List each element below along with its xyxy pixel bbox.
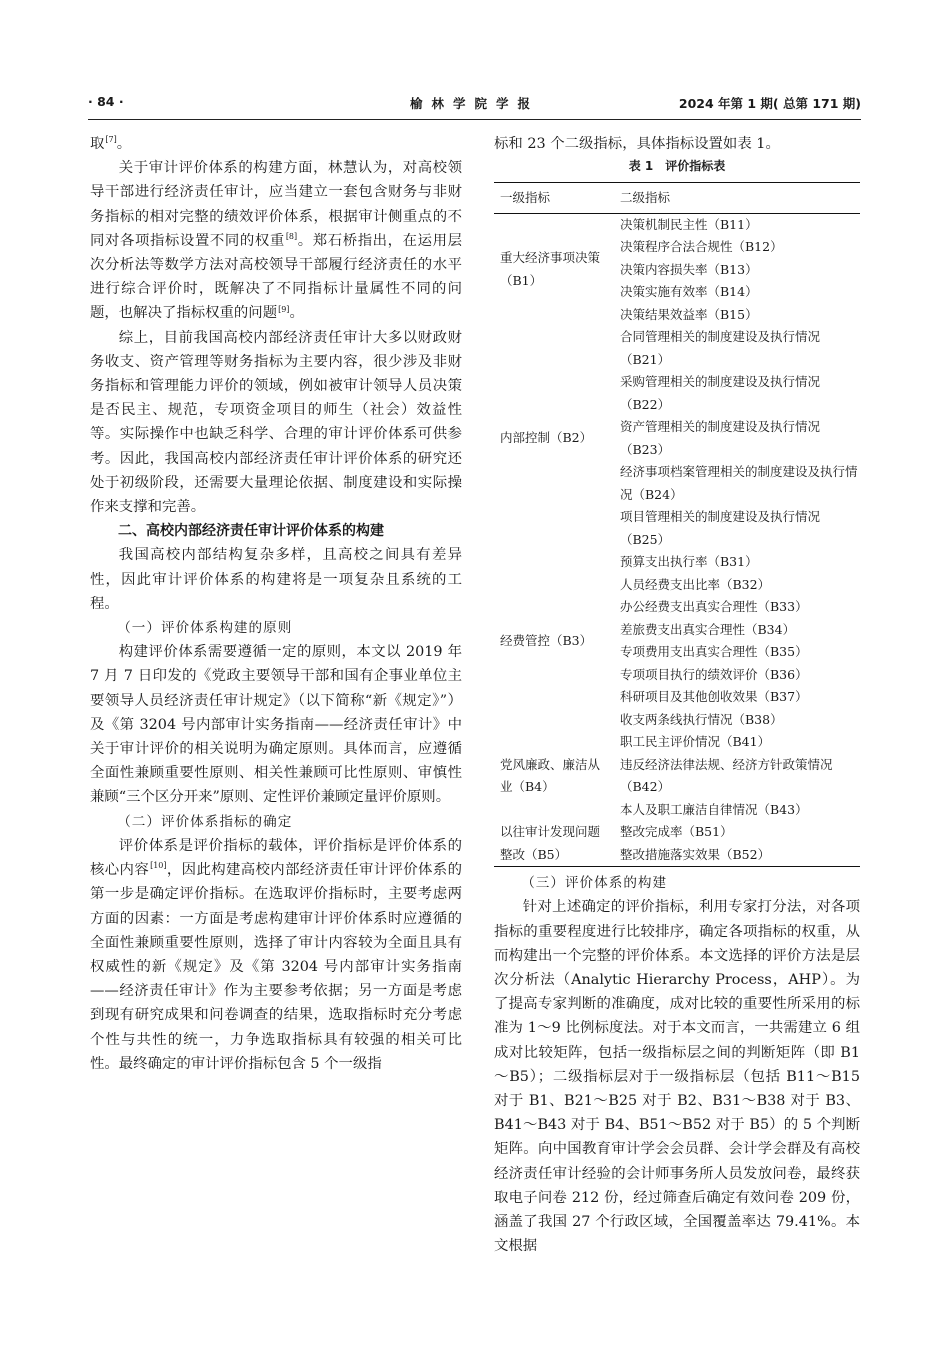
secondary-indicator: 整改完成率（B51） [620,824,733,840]
section-heading: 二、高校内部经济责任审计评价体系的构建 [118,523,384,540]
table-row [494,551,860,731]
journal-title: 榆林学院学报 [409,96,539,111]
secondary-indicator: 专项项目执行的绩效评价（B36） [620,666,808,682]
citation-ref: [10] [150,861,167,871]
table-row [494,326,860,551]
secondary-indicator: 决策实施有效率（B14） [620,284,758,300]
secondary-indicators [610,821,860,867]
table-row [494,213,860,326]
secondary-indicator: 决策内容损失率（B13） [620,261,758,277]
column-header: 一级指标 [494,183,610,214]
citation-ref: [8] [285,232,298,242]
paragraph-method: 针对上述确定的评价指标，利用专家打分法，对各项指标的重要程度进行比较排序，确定各项指标的权重，从而构建出一个完整的评价体系。本文选择的评价方法是层次分析法（Analytic Hierarchy Process，AHP）。为了提高专家判断的准确度，成对比较的重要性所采用的标准为 1～9 比例标度法。对于本文而言，一共需建立 6 组成对比较矩阵，包括一级指标层之间的判断矩阵（即 B1～B5）；二级指标层对于一级指标层（包括 B11～B15 对于 B1、B21～B25 对于 B2、B31～B38 对于 B3、B41～B43 对于 B4、B51～B52 对于 B5）的 5 个判断矩阵。向中国教育审计学会会员群、会计学会群及有高校经济责任审计经验的会计师事务所人员发放问卷，最终获取电子问卷 212 份，经过筛查后确定有效问卷 209 份，涵盖了我国 27 个行政区域，全国覆盖率达 79.41%。本文根据 [494,899,860,1255]
issue-info: 2024 年第 1 期( 总第 171 期) [678,96,861,111]
secondary-indicator: 合同管理相关的制度建设及执行情况（B21） [620,329,821,367]
primary-indicator: 内部控制（B2） [500,430,593,446]
paragraph-summary: 综上，目前我国高校内部经济责任审计大多以财政财务收支、资产管理等财务指标为主要内容，很少涉及非财务指标和管理能力评价的领域，例如被审计领导人员决策是否民主、规范，专项资金项目的师生（社会）效益性等。实际操作中也缺乏科学、合理的审计评价体系可供参考。因此，我国高校内部经济责任审计评价体系的研究还处于初级阶段，还需要大量理论依据、制度建设和实际操作来支撑和完善。 [90,329,462,516]
secondary-indicator: 职工民主评价情况（B41） [620,734,771,750]
secondary-indicator: 资产管理相关的制度建设及执行情况（B23） [620,419,821,457]
secondary-indicators [610,551,860,731]
paragraph-continuation: 标和 23 个二级指标，具体指标设置如表 1。 [494,136,780,152]
secondary-indicator: 办公经费支出真实合理性（B33） [620,599,808,615]
column-header: 二级指标 [610,183,860,214]
subsection-heading: （一）评价体系构建的原则 [117,620,293,637]
secondary-indicators [610,213,860,326]
secondary-indicator: 经济事项档案管理相关的制度建设及执行情况（B24） [620,464,858,502]
primary-indicator: 经费管控（B3） [500,632,593,648]
secondary-indicator: 决策机制民主性（B11） [620,216,758,232]
primary-indicator: 重大经济事项决策（B1） [500,250,601,288]
paragraph-indicators: 评价体系是评价指标的载体，评价指标是评价体系的核心内容[10]，因此构建高校内部经济责任审计评价体系的第一步是确定评价指标。在选取评价指标时，主要考虑两方面的因素：一方面是考虑构建审计评价体系时应遵循的全面性兼顾重要性原则，选择了审计内容较为全面且具有权威性的新《规定》及《第 3204 号内部审计实务指南——经济责任审计》作为主要参考依据；另一方面是考虑到现有研究成果和问卷调查的结果，选取指标时充分考虑个性与共性的统一，力争选取指标具有较强的相关可比性。最终确定的审计评价指标包含 5 个一级指 [90,837,462,1072]
secondary-indicator: 项目管理相关的制度建设及执行情况（B25） [620,509,821,547]
table-row [494,731,860,821]
primary-indicator: 以往审计发现问题整改（B5） [494,821,610,867]
paragraph-literature: 关于审计评价体系的构建方面，林慧认为，对高校领导干部进行经济责任审计，应当建立一套包含财务与非财务指标的相对完整的绩效评价体系，根据审计侧重点的不同对各项指标设置不同的权重[8]。郑石桥指出，在运用层次分析法等数学方法对高校领导干部履行经济责任的水平进行综合评价时，既解决了不同指标计量属性不同的问题，也解决了指标权重的问题[9]。 [90,160,462,322]
left-column [90,132,462,1076]
running-header [88,92,861,114]
primary-indicator: 党风廉政、廉洁从业（B4） [500,756,601,795]
paragraph-intro: 我国高校内部结构复杂多样，且高校之间具有差异性，因此审计评价体系的构建将是一项复杂且系统的工程。 [90,547,462,612]
subsection-heading: （二）评价体系指标的确定 [117,813,293,830]
secondary-indicator: 违反经济法律法规、经济方针政策情况（B42） [620,756,833,795]
table-caption: 表 1 评价指标表 [628,159,726,174]
citation-ref: [7] [105,135,117,145]
indicator-table [494,182,860,867]
secondary-indicator: 差旅费支出真实合理性（B34） [620,621,796,637]
secondary-indicators [610,731,860,821]
secondary-indicator: 收支两条线执行情况（B38） [620,711,783,727]
paragraph-principles: 构建评价体系需要遵循一定的原则，本文以 2019 年 7 月 7 日印发的《党政主要领导干部和国有企事业单位主要领导人员经济责任审计规定》（以下简称“新《规定》”）及《第 3204 号内部审计实务指南——经济责任审计》中关于审计评价的相关说明为确定原则。具体而言，应遵循全面性兼顾重要性原则、相关性兼顾可比性原则、审慎性兼顾“三个区分开来”原则、定性评价兼顾定量评价原则。 [90,644,462,806]
secondary-indicator: 专项费用支出真实合理性（B35） [620,644,808,660]
secondary-indicator: 决策程序合法合规性（B12） [620,239,783,255]
secondary-indicators [610,326,860,551]
secondary-indicator: 本人及职工廉洁自律情况（B43） [620,801,808,817]
secondary-indicator: 人员经费支出比率（B32） [620,576,771,592]
subsection-heading: （三）评价体系的构建 [521,875,668,892]
secondary-indicator: 决策结果效益率（B15） [620,306,758,322]
secondary-indicator: 预算支出执行率（B31） [620,554,758,570]
header-rule [88,119,861,120]
secondary-indicator: 科研项目及其他创收效果（B37） [620,689,808,705]
secondary-indicator: 整改措施落实效果（B52） [620,846,771,862]
right-column [494,132,860,1258]
secondary-indicator: 采购管理相关的制度建设及执行情况（B22） [620,374,821,412]
page-number: · 84 · [88,94,124,109]
paragraph-continuation: 取[7]。 [90,135,132,152]
citation-ref: [9] [278,304,290,314]
table-header-row [494,183,860,214]
table-row [494,821,860,867]
